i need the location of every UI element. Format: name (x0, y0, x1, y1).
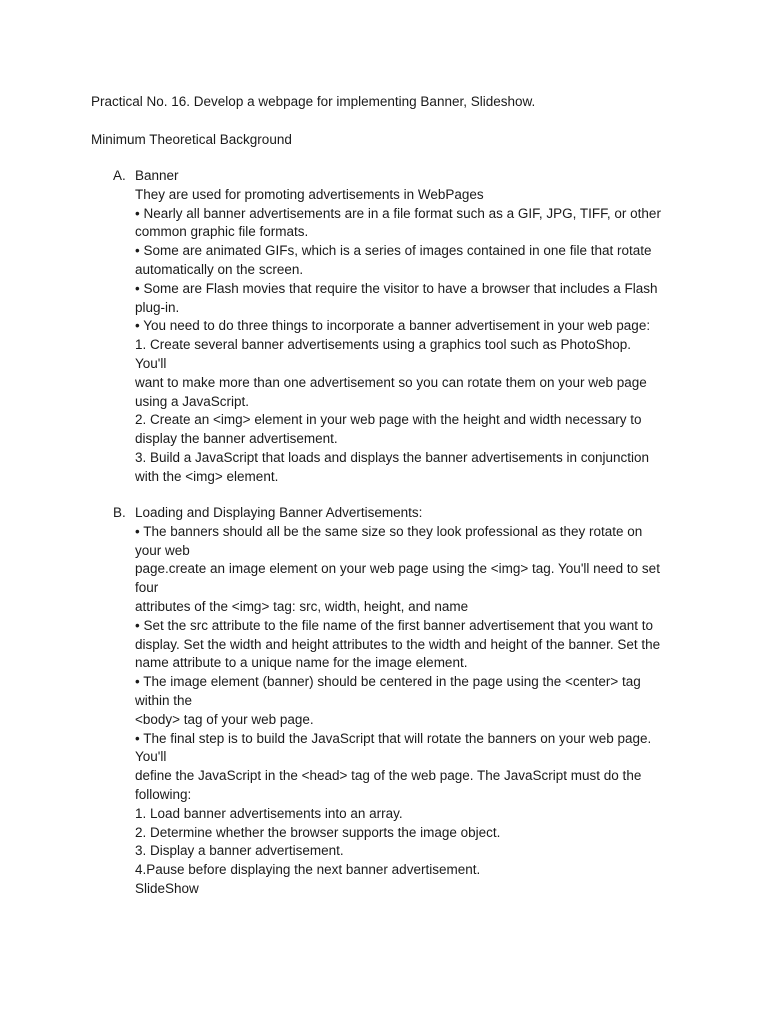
text-line: 1. Create several banner advertisements using a graphics tool such as PhotoShop. (135, 337, 632, 353)
text-line: attributes of the <img> tag: src, width, height, and name (135, 598, 469, 614)
section-a (113, 167, 693, 487)
text-line: SlideShow (135, 880, 199, 896)
text-line: • The image element (banner) should be centered in the page using the <center> tag (135, 674, 641, 690)
text-line: your web (135, 542, 190, 558)
text-line: You'll (135, 355, 167, 371)
text-line: • The final step is to build the JavaScript that will rotate the banners on your web page. (135, 730, 652, 746)
text-line: following: (135, 786, 192, 802)
text-line: 1. Load banner advertisements into an array. (135, 805, 403, 821)
text-line: name attribute to a unique name for the image element. (135, 655, 468, 671)
text-line: They are used for promoting advertisements in WebPages (135, 186, 484, 202)
text-line: page.create an image element on your web page using the <img> tag. You'll need to set (135, 561, 660, 577)
text-line: four (135, 580, 159, 596)
text-line: 3. Build a JavaScript that loads and displays the banner advertisements in conjunction (135, 449, 650, 465)
section-marker: B. (113, 505, 126, 520)
text-line: 2. Determine whether the browser supports the image object. (135, 824, 501, 840)
text-line: within the (135, 692, 193, 708)
text-line: • You need to do three things to incorporate a banner advertisement in your web page: (135, 318, 651, 334)
text-line: display. Set the width and height attributes to the width and height of the banner. Set the (135, 636, 661, 652)
text-line: • Set the src attribute to the file name of the first banner advertisement that you want to (135, 617, 654, 633)
section-heading: Loading and Displaying Banner Advertisements: (135, 505, 423, 520)
text-line: You'll (135, 749, 167, 765)
text-line: display the banner advertisement. (135, 431, 338, 447)
page-subtitle: Minimum Theoretical Background (91, 132, 292, 147)
text-line: • The banners should all be the same size so they look professional as they rotate on (135, 523, 643, 539)
section-body (135, 167, 693, 487)
text-line: using a JavaScript. (135, 393, 250, 409)
page-title: Practical No. 16. Develop a webpage for implementing Banner, Slideshow. (91, 94, 536, 109)
text-line: define the JavaScript in the <head> tag of the web page. The JavaScript must do the (135, 768, 642, 784)
text-line: • Some are animated GIFs, which is a series of images contained in one file that rotate (135, 243, 652, 259)
text-line: common graphic file formats. (135, 224, 309, 240)
text-line: • Nearly all banner advertisements are in a file format such as a GIF, JPG, TIFF, or other (135, 205, 661, 221)
text-line: want to make more than one advertisement so you can rotate them on your web page (135, 374, 647, 390)
text-line: <body> tag of your web page. (135, 711, 314, 727)
text-line: 2. Create an <img> element in your web page with the height and width necessary to (135, 412, 642, 428)
text-line: • Some are Flash movies that require the visitor to have a browser that includes a Flash (135, 280, 658, 296)
section-marker: A. (113, 168, 126, 183)
text-line: automatically on the screen. (135, 261, 304, 277)
text-line: plug-in. (135, 299, 180, 315)
text-line: with the <img> element. (135, 468, 279, 484)
section-heading: Banner (135, 168, 179, 183)
text-line: 3. Display a banner advertisement. (135, 843, 344, 859)
section-b (113, 504, 693, 899)
section-body (135, 504, 693, 899)
text-line: 4.Pause before displaying the next banner advertisement. (135, 862, 481, 878)
